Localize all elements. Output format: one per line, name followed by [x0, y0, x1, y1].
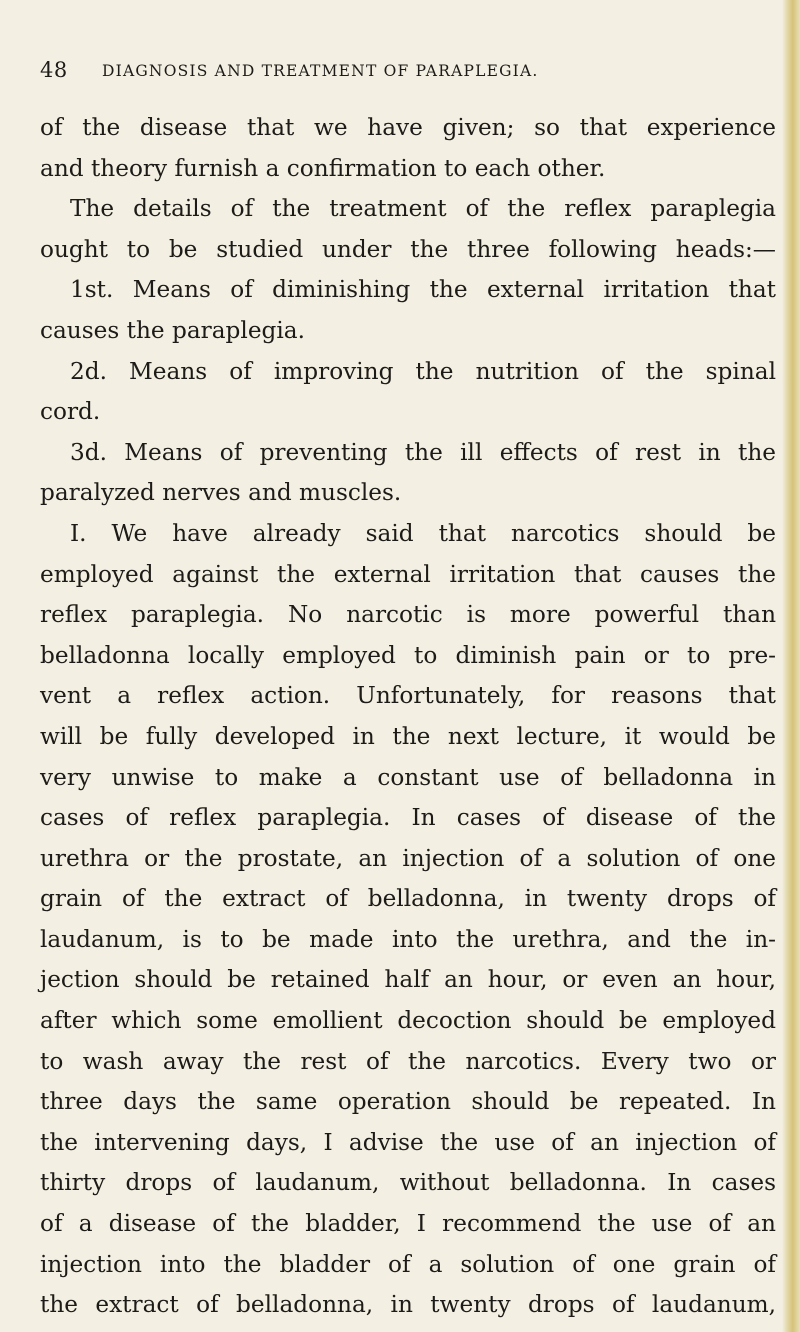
page-number: 48	[40, 58, 68, 82]
text-line: after which some emollient decoction should be employed	[40, 1007, 776, 1035]
text-line: three days the same operation should be repeated. In	[40, 1088, 776, 1116]
text-line: I. We have already said that narcotics should be	[70, 519, 776, 547]
running-head: DIAGNOSIS AND TREATMENT OF PARAPLEGIA.	[102, 62, 539, 80]
text-line: 3d. Means of preventing the ill effects of rest in the	[70, 438, 776, 466]
text-line: The details of the treatment of the reflex paraplegia	[70, 195, 776, 223]
text-line: jection should be retained half an hour, or even an hour,	[40, 966, 776, 994]
page-edge-shading	[782, 0, 800, 1332]
text-line: and theory furnish a confirmation to each other.	[40, 154, 606, 182]
text-line: reflex paraplegia. No narcotic is more powerful than	[40, 601, 776, 629]
text-line: cord.	[40, 398, 101, 426]
text-line: paralyzed nerves and muscles.	[40, 479, 402, 507]
text-line: ought to be studied under the three following heads:—	[40, 235, 776, 263]
text-line: grain of the extract of belladonna, in twenty drops of	[40, 885, 776, 913]
text-line: vent a reflex action. Unfortunately, for reasons that	[40, 682, 776, 710]
text-line: to wash away the rest of the narcotics. Every two or	[40, 1047, 776, 1075]
page-header	[40, 58, 780, 94]
text-line: cases of reflex paraplegia. In cases of disease of the	[40, 804, 776, 832]
text-line: 1st. Means of diminishing the external irritation that	[70, 276, 776, 304]
text-line: 2d. Means of improving the nutrition of the spinal	[70, 357, 776, 385]
text-line: will be fully developed in the next lecture, it would be	[40, 722, 776, 750]
text-line: very unwise to make a constant use of belladonna in	[40, 763, 776, 791]
text-line: of a disease of the bladder, I recommend the use of an	[40, 1210, 776, 1238]
text-line: laudanum, is to be made into the urethra, and the in-	[40, 925, 776, 953]
text-line: injection into the bladder of a solution of one grain of	[40, 1250, 776, 1278]
text-line: the intervening days, I advise the use of an injection of	[40, 1128, 776, 1156]
text-line: employed against the external irritation that causes the	[40, 560, 776, 588]
text-line: causes the paraplegia.	[40, 316, 305, 344]
body-text	[40, 108, 776, 1326]
text-line: belladonna locally employed to diminish pain or to pre-	[40, 641, 776, 669]
text-line: thirty drops of laudanum, without belladonna. In cases	[40, 1169, 776, 1197]
text-line: the extract of belladonna, in twenty drops of laudanum,	[40, 1291, 776, 1319]
text-line: of the disease that we have given; so that experience	[40, 114, 776, 141]
text-line: urethra or the prostate, an injection of a solution of one	[40, 844, 776, 872]
